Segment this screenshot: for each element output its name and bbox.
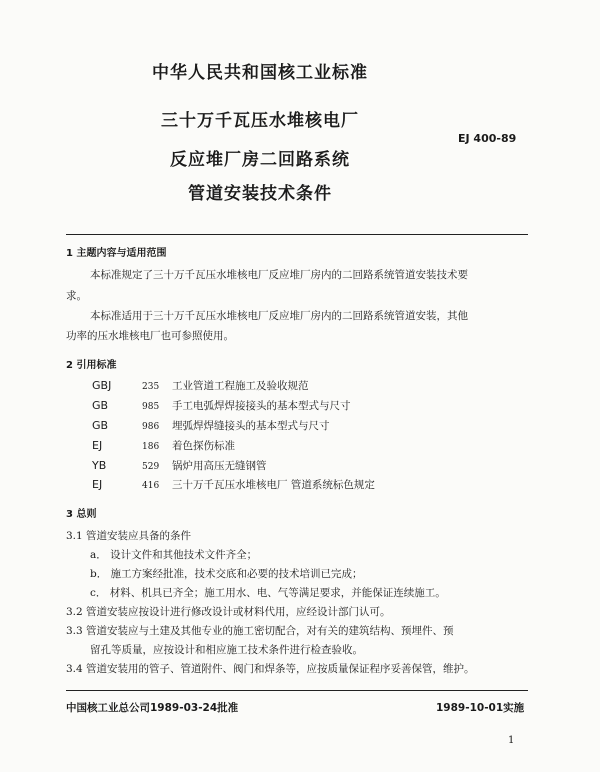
standard-title: 三十万千瓦压水堆核电厂 管道系统标色规定 [172,479,375,491]
section-3-heading: 3 总则 [66,509,97,520]
standard-title: 锅炉用高压无缝钢管 [172,460,267,472]
clause-3-3-line-2: 留孔等质量，应按设计和相应施工技术条件进行检查验收。 [90,644,363,656]
standard-row [92,438,235,453]
standard-row [92,477,375,492]
section-1-para-2-line-1: 本标准适用于三十万千瓦压水堆核电厂反应堆厂房内的二回路系统管道安装，其他 [90,310,468,322]
standard-number: 416 [142,481,160,491]
standard-row [92,398,351,413]
effective-date: 1989-10-01实施 [436,702,525,714]
section-1-para-1-line-1: 本标准规定了三十万千瓦压水堆核电厂反应堆厂房内的二回路系统管道安装技术要 [90,269,468,281]
standard-row [92,378,309,393]
section-1-para-2-line-2: 功率的压水堆核电厂也可参照使用。 [66,330,234,342]
title-line-3: 管道安装技术条件 [188,184,332,204]
section-2-heading: 2 引用标准 [66,360,117,371]
section-1-para-1-line-2: 求。 [66,290,87,302]
title-line-2: 反应堆厂房二回路系统 [170,150,350,170]
page-number: 1 [508,735,515,746]
standard-code: GB [92,399,109,412]
clause-3-1-b: b． 施工方案经批准，技术交底和必要的技术培训已完成； [90,568,363,580]
standard-code: GB [92,419,109,432]
clause-3-1-c: c． 材料、机具已齐全；施工用水、电、气等满足要求，并能保证连续施工。 [90,587,446,599]
approval-date: 中国核工业总公司1989-03-24批准 [66,702,239,714]
standard-number: 235 [142,382,160,392]
clause-3-2: 3.2 管道安装应按设计进行修改设计或材料代用，应经设计部门认可。 [66,606,391,618]
clause-3-4: 3.4 管道安装用的管子、管道附件、阀门和焊条等，应按质量保证程序妥善保管，维护。 [66,663,475,675]
clause-3-1: 3.1 管道安装应具备的条件 [66,530,192,542]
standard-title: 手工电弧焊焊接接头的基本型式与尺寸 [172,400,351,412]
standard-number: 985 [142,402,160,412]
standard-code: GBJ [92,379,112,392]
clause-3-3-line-1: 3.3 管道安装应与土建及其他专业的施工密切配合，对有关的建筑结构、预埋件、预 [66,625,454,637]
footer-rule [66,690,528,691]
document-number: EJ 400-89 [458,132,517,145]
standard-number: 529 [142,462,160,472]
standard-row [92,458,267,473]
standard-code: EJ [92,439,103,452]
section-1-heading: 1 主题内容与适用范围 [66,248,167,259]
standard-title: 工业管道工程施工及验收规范 [172,380,309,392]
issuing-authority: 中华人民共和国核工业标准 [152,63,368,83]
standard-code: YB [92,459,107,472]
header-rule [66,234,528,235]
standard-title: 着色探伤标准 [172,440,235,452]
standard-title: 埋弧焊焊缝接头的基本型式与尺寸 [172,420,330,432]
title-line-1: 三十万千瓦压水堆核电厂 [161,111,359,131]
standard-code: EJ [92,478,103,491]
standard-row [92,418,330,433]
standard-number: 986 [142,422,160,432]
standard-number: 186 [142,442,160,452]
clause-3-1-a: a． 设计文件和其他技术文件齐全； [90,549,258,561]
